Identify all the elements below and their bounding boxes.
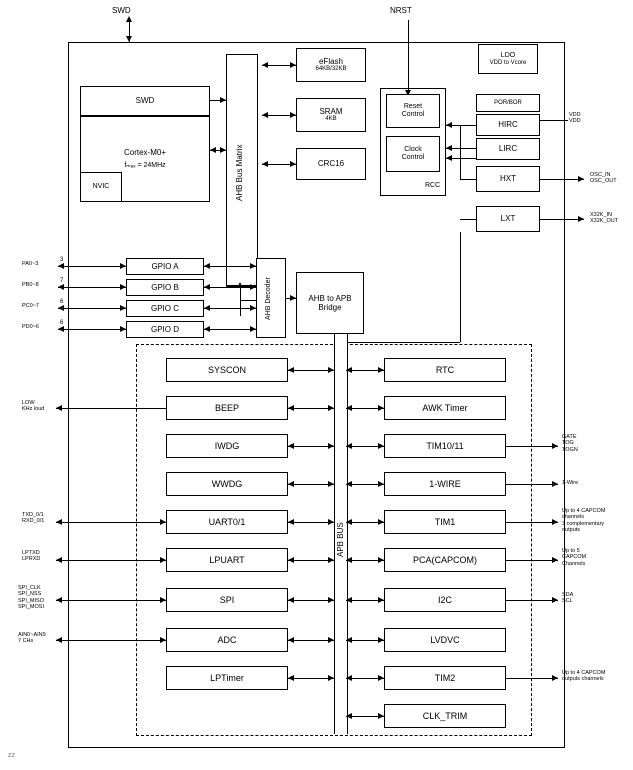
arrow-pca-l <box>346 557 352 563</box>
block-ahb-bus-matrix <box>226 54 258 286</box>
line-pb-pins <box>58 287 126 288</box>
arrow-adc-ext-l <box>56 637 62 643</box>
line-tim1-ext <box>506 522 558 523</box>
line-pd-pins <box>58 329 126 330</box>
arrow-hirc-left <box>446 122 452 128</box>
arrow-swd-to-matrix <box>220 97 226 103</box>
arrow-swd-up <box>126 16 132 22</box>
sram-size: 4KB <box>325 116 337 123</box>
arrow-pb-right <box>120 284 126 290</box>
block-tim1: TIM1 <box>384 510 506 534</box>
arrow-tim1011-l <box>346 443 352 449</box>
io-label-i2c: SDA SCL <box>562 592 574 605</box>
arrow-tim1-r <box>378 519 384 525</box>
arrow-iwdg-l <box>288 443 294 449</box>
ahb-bus-matrix-label: AHB Bus Matrix <box>235 144 244 201</box>
arrow-gpiob-l <box>204 284 210 290</box>
arrow-syscon-l <box>288 367 294 373</box>
block-lptimer: LPTimer <box>166 666 288 690</box>
arrow-clktrim-r <box>378 713 384 719</box>
line-pa-pins <box>58 266 126 267</box>
pin-count-pa: 3 <box>60 257 64 263</box>
lirc-label: LIRC <box>498 144 518 154</box>
block-gpio-d: GPIO D <box>126 321 204 338</box>
lxt-label: LXT <box>500 214 516 224</box>
block-awk-timer: AWK Timer <box>384 396 506 420</box>
block-gpio-b: GPIO B <box>126 279 204 296</box>
signal-label-swd: SWD <box>112 6 131 15</box>
block-beep: BEEP <box>166 396 288 420</box>
apb-bus-label: APB BUS <box>336 522 345 558</box>
arrow-cpu-to-matrix-l <box>210 147 216 153</box>
arrow-wwdg-r <box>328 481 334 487</box>
line-spi-ext <box>56 600 166 601</box>
line-clock-to-apb <box>340 342 460 343</box>
block-hxt <box>476 166 540 192</box>
arrow-beep-ext <box>56 405 62 411</box>
arrow-crc-l <box>262 161 268 167</box>
io-label-lpuart: LPTXD LPRXD <box>22 550 41 563</box>
arrow-adc-r <box>328 637 334 643</box>
block-swd: SWD <box>80 86 210 116</box>
arrow-lvdvc-l <box>346 637 352 643</box>
arrow-crc-r <box>290 161 296 167</box>
line-tim2-ext <box>506 678 558 679</box>
arrow-gpiod-l <box>204 326 210 332</box>
ahb-apb-bridge-label: AHB to APB Bridge <box>308 293 352 312</box>
hxt-label: HXT <box>500 174 516 184</box>
block-lvdvc: LVDVC <box>384 628 506 652</box>
arrow-gpioc-r <box>250 305 256 311</box>
rcc-label: RCC <box>425 182 441 189</box>
block-hirc <box>476 114 540 136</box>
pin-label-x32k: X32K_IN X32K_OUT <box>590 212 619 225</box>
io-label-beep: LOW KHz loud <box>22 400 45 413</box>
arrow-gpioc-l <box>204 305 210 311</box>
block-ahb-apb-bridge <box>296 272 364 334</box>
arrow-uart-l <box>288 519 294 525</box>
block-spi: SPI <box>166 588 288 612</box>
arrow-i2c-l <box>346 597 352 603</box>
arrow-beep-l <box>288 405 294 411</box>
arrow-i2c-r <box>378 597 384 603</box>
line-1wire-ext <box>506 484 558 485</box>
arrow-rtc-l <box>346 367 352 373</box>
arrow-adc-l <box>288 637 294 643</box>
pin-label-pd: PD0~6 <box>22 324 39 330</box>
line-vdd-pin <box>540 120 568 121</box>
block-clk-trim: CLK_TRIM <box>384 704 506 728</box>
io-label-pca: Up to 5 CAPCOM Channels <box>562 548 587 567</box>
block-adc: ADC <box>166 628 288 652</box>
arrow-hxt-left <box>446 155 452 161</box>
arrow-clktrim-l <box>346 713 352 719</box>
eflash-name: eFlash <box>318 56 343 66</box>
line-gpioa-dec <box>204 266 256 267</box>
arrow-tim1-ext <box>552 519 558 525</box>
pin-label-pa: PA0~3 <box>22 261 39 267</box>
line-gpioc-dec <box>204 308 256 309</box>
cpu-name: Cortex-M0+ <box>123 148 166 158</box>
pin-count-pb: 7 <box>60 278 64 284</box>
arrow-rtc-r <box>378 367 384 373</box>
arrow-spi-l <box>288 597 294 603</box>
arrow-syscon-r <box>328 367 334 373</box>
io-label-uart: TXD_0/1 RXD_0/1 <box>22 512 45 525</box>
cpu-freq: fₘₐₓ = 24MHz <box>124 161 166 169</box>
pin-label-osc: OSC_IN OSC_OUT <box>590 172 617 185</box>
block-iwdg: IWDG <box>166 434 288 458</box>
arrow-spi-r <box>328 597 334 603</box>
arrow-tim2-l <box>346 675 352 681</box>
signal-label-nrst: NRST <box>390 6 412 15</box>
arrow-cpu-to-matrix-r <box>220 147 226 153</box>
arrow-iwdg-r <box>328 443 334 449</box>
arrow-spi-ext-l <box>56 597 62 603</box>
arrow-lirc-left <box>446 145 452 151</box>
block-ldo <box>478 44 538 74</box>
arrow-pc-left <box>58 305 64 311</box>
arrow-decoder-bridge <box>290 295 296 301</box>
arrow-uart-r <box>328 519 334 525</box>
pin-label-vdd: VDD VDD <box>569 112 581 125</box>
arrow-eflash-l <box>262 62 268 68</box>
block-wwdg: WWDG <box>166 472 288 496</box>
line-uart-ext <box>56 522 166 523</box>
arrow-pc-right <box>120 305 126 311</box>
arrow-gpioa-r <box>250 263 256 269</box>
arrow-gpiob-r <box>250 284 256 290</box>
arrow-lvdvc-r <box>378 637 384 643</box>
arrow-tim1011-r <box>378 443 384 449</box>
block-syscon: SYSCON <box>166 358 288 382</box>
io-label-tim1011: GATE TOG TOGN <box>562 434 578 453</box>
arrow-beep-r <box>328 405 334 411</box>
block-crc16 <box>296 148 366 180</box>
arrow-pd-right <box>120 326 126 332</box>
block-uart01: UART0/1 <box>166 510 288 534</box>
arrow-1wire-r <box>378 481 384 487</box>
pin-label-pc: PC0~7 <box>22 303 39 309</box>
arrow-lpuart-ext-l <box>56 557 62 563</box>
arrow-tim1-l <box>346 519 352 525</box>
clock-control-label: Clock Control <box>401 145 425 161</box>
block-1wire: 1-WIRE <box>384 472 506 496</box>
line-hxt-body <box>460 179 476 180</box>
por-bor-label: POR/BOR <box>494 99 522 106</box>
arrow-pca-r <box>378 557 384 563</box>
line-adc-ext <box>56 640 166 641</box>
arrow-pb-left <box>58 284 64 290</box>
line-gpiob-dec <box>204 287 256 288</box>
block-clock-control <box>386 136 440 172</box>
line-beep-ext <box>56 408 166 409</box>
arrow-1wire-l <box>346 481 352 487</box>
line-pc-pins <box>58 308 126 309</box>
arrow-i2c-ext <box>552 597 558 603</box>
arrow-uart-ext-r <box>160 519 166 525</box>
arrow-uart-ext-l <box>56 519 62 525</box>
line-clock-down <box>460 232 461 342</box>
line-matrix-down <box>240 286 241 316</box>
arrow-tim1011-ext <box>552 443 558 449</box>
reset-control-label: Reset Control <box>401 102 425 118</box>
io-label-tim2: Up to 4 CAPCOM outputs channels <box>562 670 606 683</box>
arrow-x32k <box>578 216 584 222</box>
arrow-eflash-r <box>290 62 296 68</box>
arrow-sram-r <box>290 112 296 118</box>
line-lpuart-ext <box>56 560 166 561</box>
arrow-pd-left <box>58 326 64 332</box>
io-label-spi: SPI_CLK SPI_NSS SPI_MISO SPI_MOSI <box>18 585 44 610</box>
block-i2c: I2C <box>384 588 506 612</box>
arrow-osc <box>578 176 584 182</box>
block-lirc <box>476 138 540 160</box>
arrow-spi-ext-r <box>160 597 166 603</box>
arrow-1wire-ext <box>552 481 558 487</box>
arrow-lptimer-l <box>288 675 294 681</box>
pin-label-pb: PB0~8 <box>22 282 39 288</box>
arrow-lpuart-ext-r <box>160 557 166 563</box>
block-ahb-decoder <box>256 258 286 338</box>
arrow-adc-ext-r <box>160 637 166 643</box>
line-pca-ext <box>506 560 558 561</box>
corner-mark: zz <box>8 752 15 759</box>
block-rtc: RTC <box>384 358 506 382</box>
line-i2c-ext <box>506 600 558 601</box>
arrow-gpioa-l <box>204 263 210 269</box>
crc16-name: CRC16 <box>317 159 345 169</box>
arrow-pa-left <box>58 263 64 269</box>
line-gpiod-dec <box>204 329 256 330</box>
block-por-bor <box>476 94 540 112</box>
block-lxt <box>476 206 540 232</box>
block-pca-capcom: PCA(CAPCOM) <box>384 548 506 572</box>
block-tim2: TIM2 <box>384 666 506 690</box>
block-gpio-c: GPIO C <box>126 300 204 317</box>
ahb-decoder-label: AHB Decoder <box>265 277 272 321</box>
arrow-pa-right <box>120 263 126 269</box>
arrow-pca-ext <box>552 557 558 563</box>
line-lxt-body <box>460 219 476 220</box>
block-reset-control <box>386 94 440 128</box>
line-clock-bus-v <box>460 125 461 180</box>
arrow-gpiod-r <box>250 326 256 332</box>
line-matrix-decoder <box>240 300 256 301</box>
ldo-sub: VDD to Vcore <box>489 59 527 66</box>
arrow-lpuart-r <box>328 557 334 563</box>
arrow-wwdg-l <box>288 481 294 487</box>
sram-name: SRAM <box>319 106 343 116</box>
pin-count-pc: 6 <box>60 299 64 305</box>
block-lpuart: LPUART <box>166 548 288 572</box>
block-nvic: NVIC <box>80 172 122 202</box>
arrow-tim2-ext <box>552 675 558 681</box>
arrow-lptimer-r <box>328 675 334 681</box>
arrow-sram-l <box>262 112 268 118</box>
io-label-tim1: Up to 4 CAPCOM channels 3 complementary outputs <box>562 508 606 533</box>
line-tim1011-ext <box>506 446 558 447</box>
block-sram <box>296 98 366 132</box>
block-tim1011: TIM10/11 <box>384 434 506 458</box>
arrow-awk-r <box>378 405 384 411</box>
eflash-size: 64KB/32KB <box>315 66 347 73</box>
arrow-lpuart-l <box>288 557 294 563</box>
io-label-adc: AIN0~AIN9 7 CHs <box>18 632 46 645</box>
hirc-label: HIRC <box>498 120 518 130</box>
block-eflash <box>296 48 366 82</box>
arrow-tim2-r <box>378 675 384 681</box>
io-label-1wire: 1-Wire <box>562 480 579 486</box>
ldo-name: LDO <box>500 51 516 59</box>
block-gpio-a: GPIO A <box>126 258 204 275</box>
pin-count-pd: 6 <box>60 320 64 326</box>
arrow-awk-l <box>346 405 352 411</box>
